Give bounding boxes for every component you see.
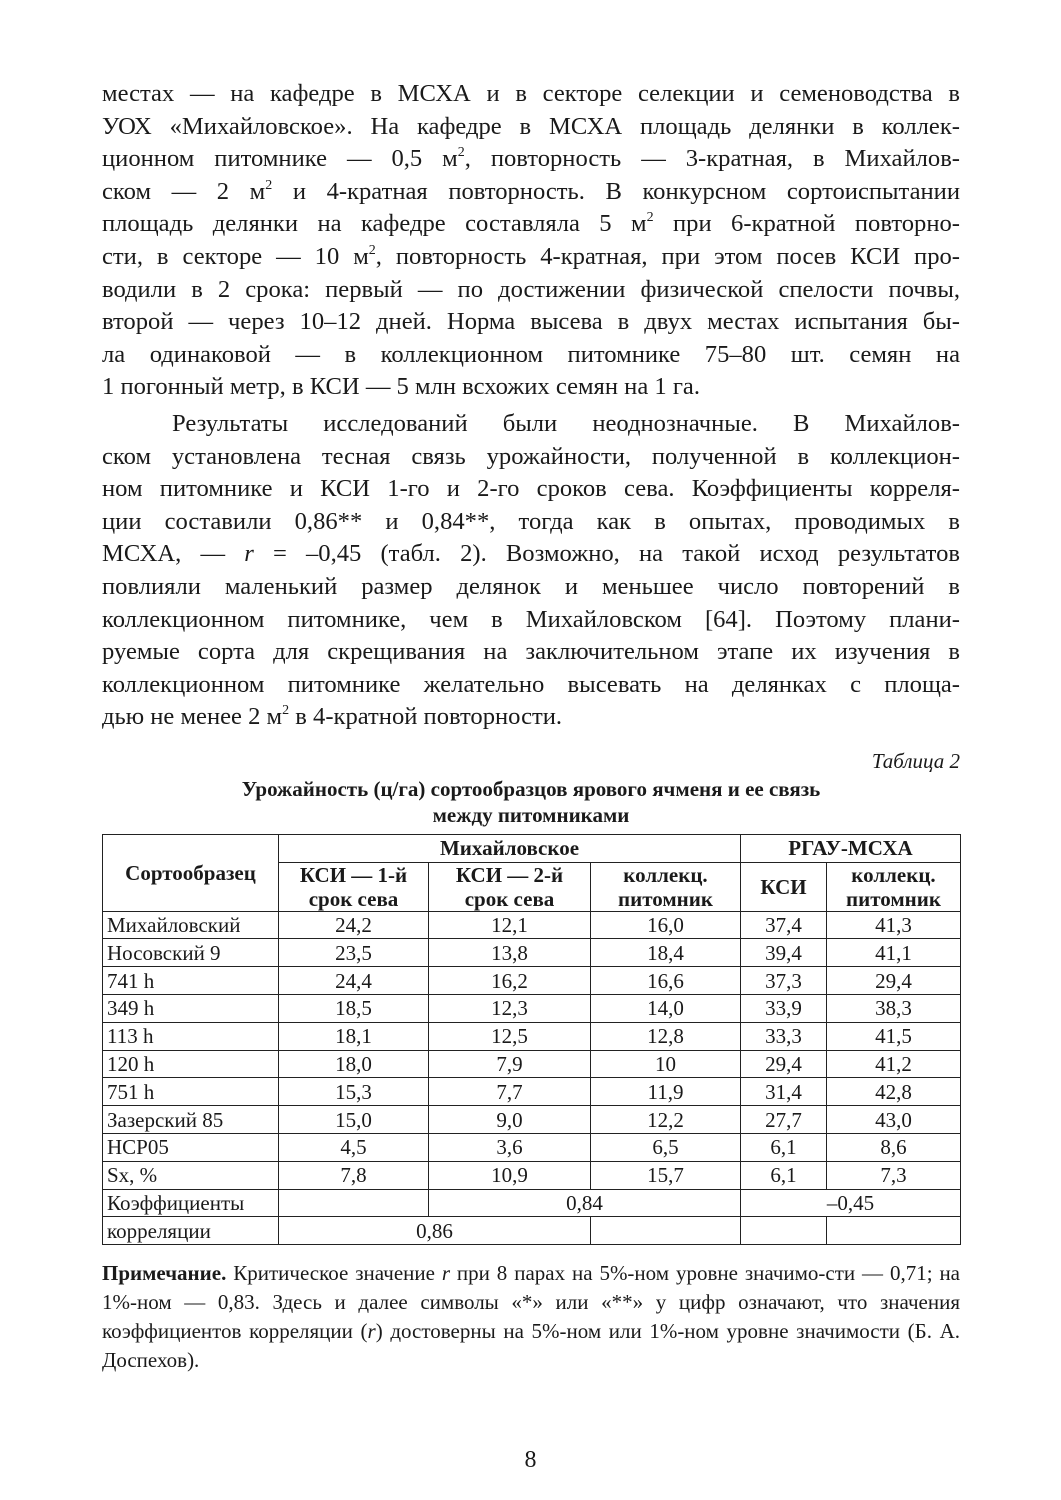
row-label-cell: Носовский 9 <box>103 939 279 967</box>
correlation-empty-cell <box>827 1217 961 1245</box>
row-label-cell: 349 h <box>103 995 279 1023</box>
table-row <box>103 1134 961 1162</box>
row-label-cell: Михайловский <box>103 911 279 939</box>
header-line: срок сева <box>308 886 399 911</box>
table-row <box>103 995 961 1023</box>
value-cell: 29,4 <box>827 967 961 995</box>
value-cell: 27,7 <box>741 1106 827 1134</box>
table-title <box>102 776 960 828</box>
header-line: срок сева <box>464 886 555 911</box>
value-cell: 16,2 <box>429 967 591 995</box>
value-cell: 29,4 <box>741 1050 827 1078</box>
text-run: , повторность — 3-кратная, в Михайлов- <box>464 145 960 173</box>
correlation-value: 0,86 <box>279 1217 591 1245</box>
value-cell: 16,0 <box>591 911 741 939</box>
value-cell: 24,4 <box>279 967 429 995</box>
value-cell: 39,4 <box>741 939 827 967</box>
value-cell: 12,3 <box>429 995 591 1023</box>
value-cell: 6,5 <box>591 1134 741 1162</box>
header-mikhailovskoe: Михайловское <box>279 834 741 862</box>
text-line: 1 погонный метр, в КСИ — 5 млн всхожих семян на 1 га. <box>102 373 700 401</box>
note-label: Примечание. <box>102 1261 227 1286</box>
header-line: КСИ — 1-й <box>299 862 408 887</box>
text-line <box>102 241 960 274</box>
table-header-row <box>103 834 961 862</box>
value-cell: 37,3 <box>741 967 827 995</box>
note-text: при 8 парах на 5%-ном уровне значимо-сти — 0,71; на 1%-ном — 0,83. Здесь и далее символы «*» или «**» у цифр означают, что значения коэффициентов корреляции ( <box>102 1261 961 1344</box>
correlation-row <box>103 1217 961 1245</box>
superscript: 2 <box>368 242 376 258</box>
table-row <box>103 1078 961 1106</box>
text-line: ции составили 0,86** и 0,84**, тогда как в опытах, проводимых в <box>102 507 960 535</box>
note-text: ) достоверны на 5%-ном или 1%-ном уровне значимости (Б. А. Доспехов). <box>102 1319 960 1373</box>
text-line: руемые сорта для скрещивания на заключительном этапе их изучения в <box>102 638 960 666</box>
value-cell: 37,4 <box>741 911 827 939</box>
value-cell: 11,9 <box>591 1078 741 1106</box>
value-cell: 18,0 <box>279 1050 429 1078</box>
text-line: УОХ «Михайловское». На кафедре в МСХА площадь делянки в коллек- <box>102 112 960 140</box>
value-cell: 33,9 <box>741 995 827 1023</box>
header-rgau-mskha: РГАУ-МСХА <box>741 834 961 862</box>
header-collection-2 <box>827 862 961 911</box>
row-label-cell: 741 h <box>103 967 279 995</box>
value-cell: 23,5 <box>279 939 429 967</box>
text-line <box>102 208 960 241</box>
text-run: ском — 2 м <box>102 177 266 205</box>
text-line: местах — на кафедре в МСХА и в секторе селекции и семеноводства в <box>102 80 960 107</box>
value-cell: 12,5 <box>429 1022 591 1050</box>
text-line: коллекционном питомнике желательно высевать на делянках с площа- <box>102 670 960 698</box>
paragraph-methods <box>102 78 960 404</box>
table-row <box>103 1050 961 1078</box>
header-ksi-2 <box>429 862 591 911</box>
header-line: питомник <box>618 886 713 911</box>
page-number: 8 <box>524 1447 537 1473</box>
text-line: Результаты исследований были неоднозначные. В Михайлов- <box>172 409 960 437</box>
value-cell: 8,6 <box>827 1134 961 1162</box>
value-cell: 41,1 <box>827 939 961 967</box>
correlation-empty-cell <box>741 1217 827 1245</box>
text-line: водили в 2 срока: первый — по достижении физической спелости почвы, <box>102 275 960 303</box>
table-title-line: между питомниками <box>432 802 630 827</box>
table-row <box>103 911 961 939</box>
correlation-empty-cell <box>591 1217 741 1245</box>
text-line: ском установлена тесная связь урожайности, полученной в коллекцион- <box>102 442 960 470</box>
page-body <box>102 78 960 1375</box>
value-cell: 7,3 <box>827 1161 961 1189</box>
text-run: = –0,45 (табл. 2). Возможно, на такой исход результатов <box>253 540 960 568</box>
value-cell: 7,9 <box>429 1050 591 1078</box>
correlation-empty-cell <box>279 1189 429 1217</box>
value-cell: 31,4 <box>741 1078 827 1106</box>
value-cell: 6,1 <box>741 1134 827 1162</box>
header-collection-1 <box>591 862 741 911</box>
text-run: ционном питомнике — 0,5 м <box>102 145 458 173</box>
value-cell: 42,8 <box>827 1078 961 1106</box>
table-row <box>103 1161 961 1189</box>
value-cell: 12,8 <box>591 1022 741 1050</box>
row-label-cell: Зазерский 85 <box>103 1106 279 1134</box>
value-cell: 13,8 <box>429 939 591 967</box>
text-line: второй — через 10–12 дней. Норма высева в двух местах испытания бы- <box>102 308 960 336</box>
yield-table <box>102 834 961 1245</box>
text-line: повлияли маленький размер делянок и меньшее число повторений в <box>102 572 960 600</box>
value-cell: 41,5 <box>827 1022 961 1050</box>
superscript: 2 <box>457 145 465 161</box>
header-ksi-3: КСИ <box>741 862 827 911</box>
text-run: при 6-кратной повторно- <box>653 210 960 238</box>
text-run: в 4-кратной повторности. <box>289 703 563 731</box>
correlation-row <box>103 1189 961 1217</box>
table-row <box>103 1022 961 1050</box>
header-line: коллекц. <box>623 862 708 887</box>
value-cell: 15,0 <box>279 1106 429 1134</box>
value-cell: 33,3 <box>741 1022 827 1050</box>
header-line: КСИ — 2-й <box>455 862 564 887</box>
header-ksi-1 <box>279 862 429 911</box>
table-row <box>103 1106 961 1134</box>
table-title-line: Урожайность (ц/га) сортообразцов ярового ячменя и ее связь <box>241 776 821 801</box>
text-line: ном питомнике и КСИ 1-го и 2-го сроков сева. Коэффициенты корреля- <box>102 475 960 503</box>
value-cell: 16,6 <box>591 967 741 995</box>
text-run: МСХА, — <box>102 540 245 568</box>
value-cell: 18,1 <box>279 1022 429 1050</box>
superscript: 2 <box>646 210 654 226</box>
value-cell: 14,0 <box>591 995 741 1023</box>
correlation-value: –0,45 <box>741 1189 961 1217</box>
table-row <box>103 967 961 995</box>
row-label-cell: 113 h <box>103 1022 279 1050</box>
value-cell: 3,6 <box>429 1134 591 1162</box>
text-line <box>102 176 960 209</box>
correlation-label: корреляции <box>103 1217 279 1245</box>
value-cell: 7,7 <box>429 1078 591 1106</box>
value-cell: 18,4 <box>591 939 741 967</box>
row-label-cell: Sx, % <box>103 1161 279 1189</box>
text-line <box>102 538 960 571</box>
text-line <box>102 701 960 734</box>
superscript: 2 <box>282 703 290 719</box>
value-cell: 41,2 <box>827 1050 961 1078</box>
header-line: питомник <box>846 886 941 911</box>
value-cell: 12,1 <box>429 911 591 939</box>
table-body <box>103 911 961 1189</box>
italic-r: r <box>367 1319 376 1344</box>
text-line: ла одинаковой — в коллекционном питомнике 75–80 шт. семян на <box>102 340 960 368</box>
value-cell: 24,2 <box>279 911 429 939</box>
note-text: Критическое значение <box>226 1261 442 1286</box>
text-run: площадь делянки на кафедре составляла 5 м <box>102 210 647 238</box>
table-label: Таблица 2 <box>871 748 960 773</box>
text-line: коллекционном питомнике, чем в Михайловском [64]. Поэтому плани- <box>102 605 960 633</box>
value-cell: 6,1 <box>741 1161 827 1189</box>
text-run: , повторность 4-кратная, при этом посев КСИ про- <box>375 242 960 270</box>
text-run: сти, в секторе — 10 м <box>102 242 369 270</box>
value-cell: 41,3 <box>827 911 961 939</box>
header-sortoobrazets: Сортообразец <box>103 834 279 911</box>
table-row <box>103 939 961 967</box>
correlation-value: 0,84 <box>429 1189 741 1217</box>
row-label-cell: 751 h <box>103 1078 279 1106</box>
value-cell: 12,2 <box>591 1106 741 1134</box>
text-run: дью не менее 2 м <box>102 703 283 731</box>
table-note <box>102 1259 960 1375</box>
header-line: коллекц. <box>851 862 936 887</box>
value-cell: 7,8 <box>279 1161 429 1189</box>
value-cell: 43,0 <box>827 1106 961 1134</box>
italic-r: r <box>244 540 254 568</box>
paragraph-results <box>102 408 960 734</box>
value-cell: 18,5 <box>279 995 429 1023</box>
value-cell: 4,5 <box>279 1134 429 1162</box>
row-label-cell: 120 h <box>103 1050 279 1078</box>
italic-r: r <box>441 1261 451 1286</box>
text-run: и 4-кратная повторность. В конкурсном сортоиспытании <box>272 177 960 205</box>
value-cell: 10,9 <box>429 1161 591 1189</box>
correlation-label: Коэффициенты <box>103 1189 279 1217</box>
row-label-cell: НСР05 <box>103 1134 279 1162</box>
value-cell: 15,3 <box>279 1078 429 1106</box>
value-cell: 9,0 <box>429 1106 591 1134</box>
value-cell: 38,3 <box>827 995 961 1023</box>
text-line <box>102 143 960 176</box>
value-cell: 10 <box>591 1050 741 1078</box>
superscript: 2 <box>265 177 273 193</box>
value-cell: 15,7 <box>591 1161 741 1189</box>
